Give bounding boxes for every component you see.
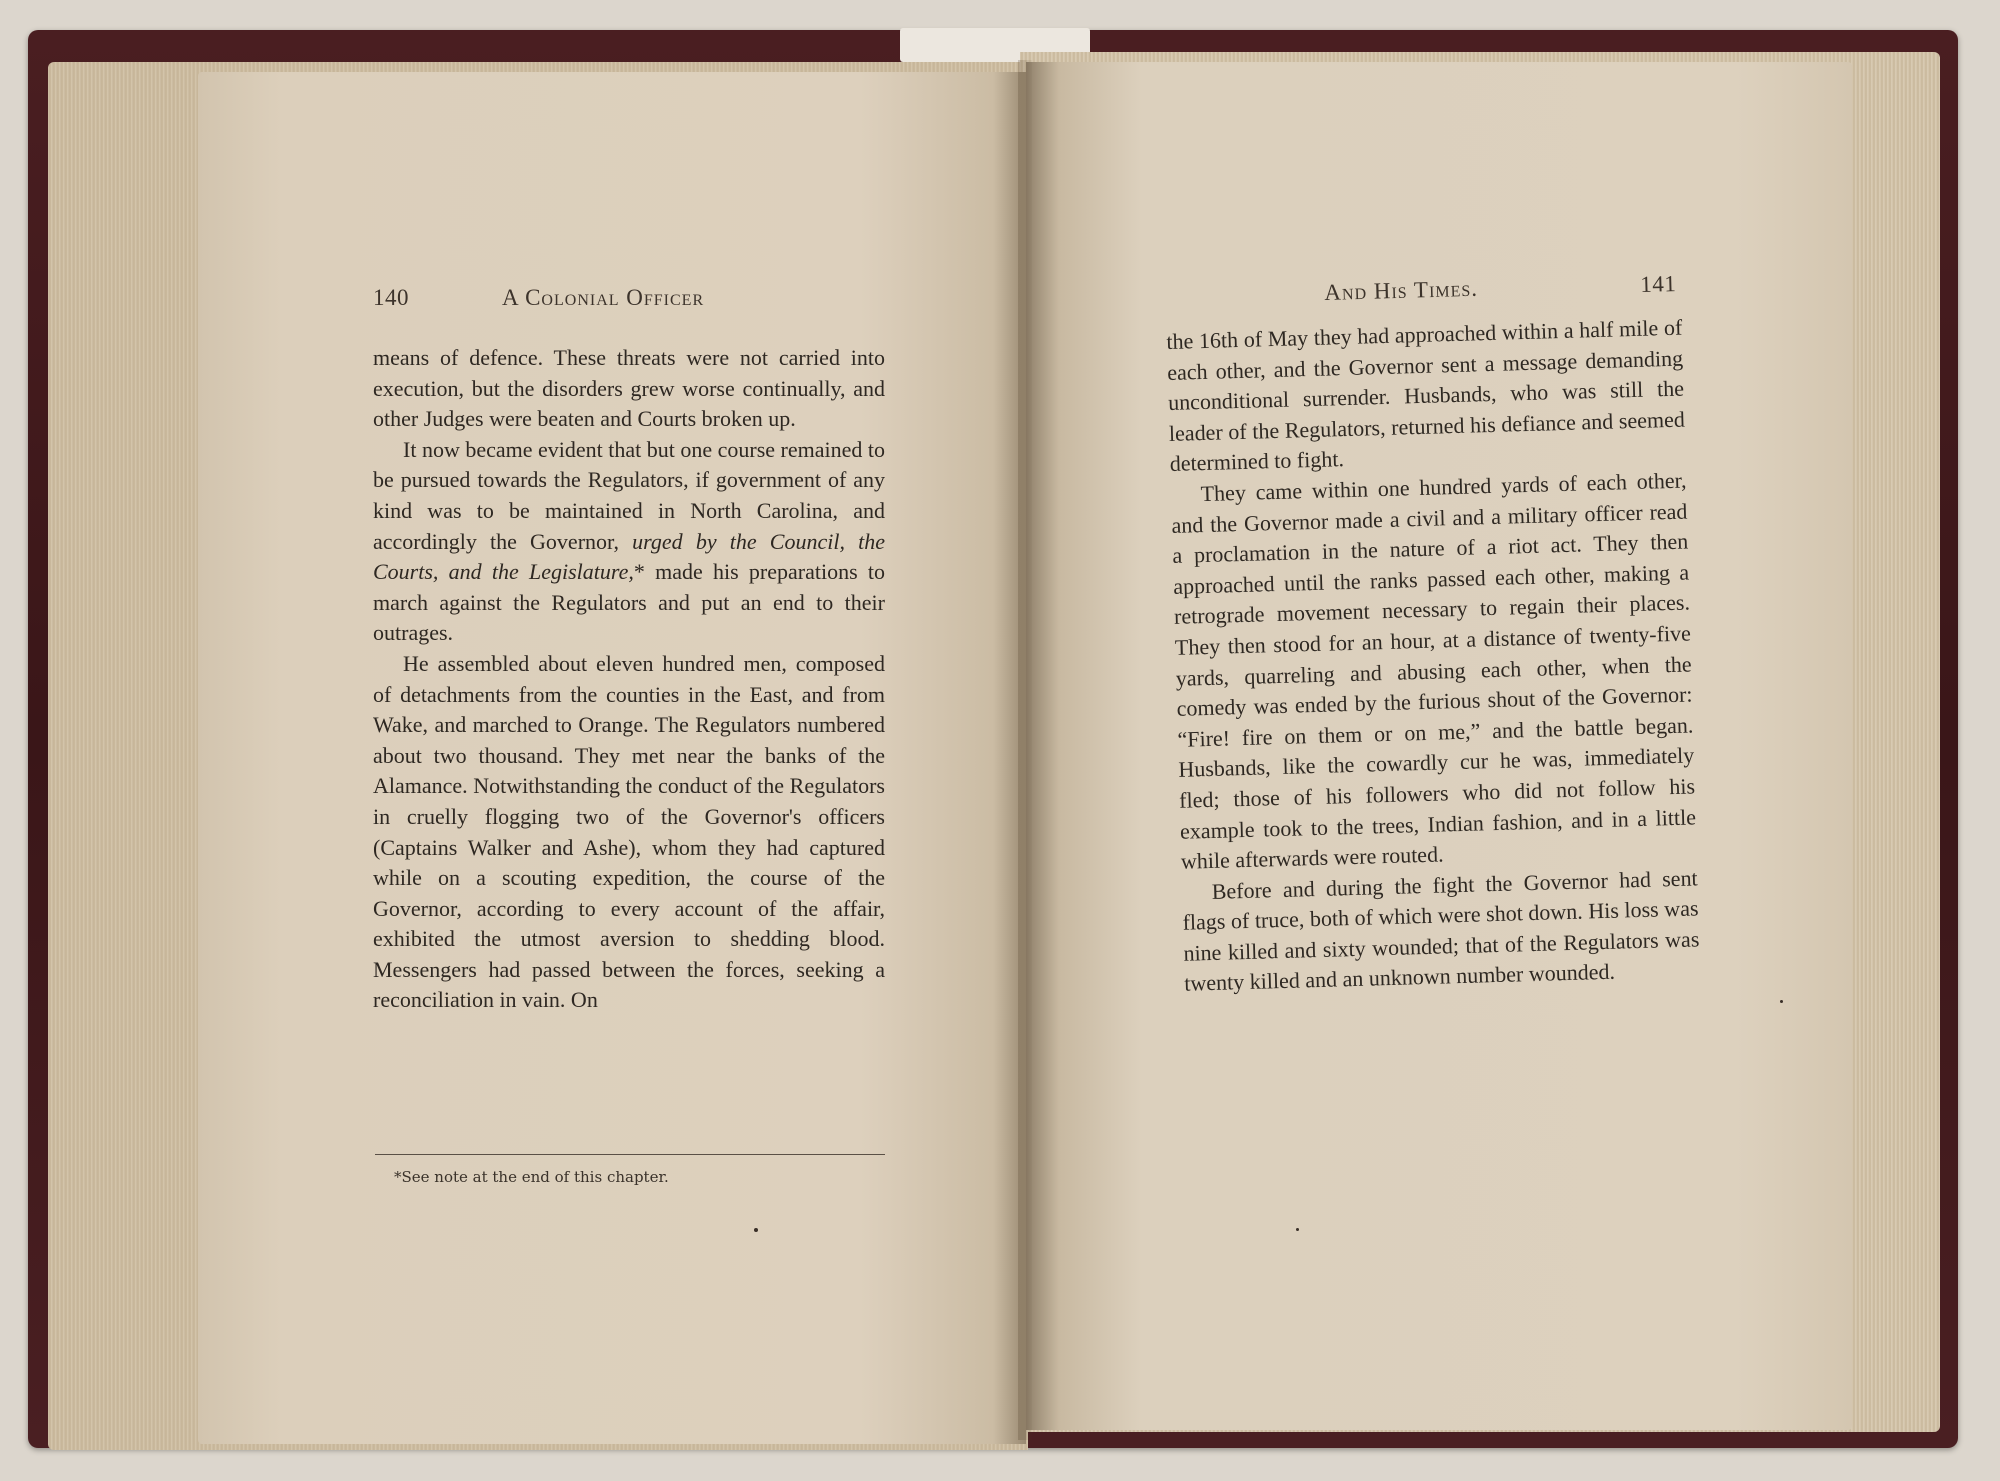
paper-speck <box>754 1228 758 1232</box>
left-paragraph-2 <box>373 435 885 649</box>
right-running-head: And His Times. <box>1324 275 1479 305</box>
left-paragraph-2-italic: urged by the Council, the Courts, and the Legislature, <box>373 528 885 585</box>
left-paragraph-1: means of defence. These threats were not carried into execution, but the disorders grew worse continually, and other Judges were beaten and Courts broken up. <box>373 345 885 432</box>
left-paragraph-2-text: It now became evident that but one course remained to be pursued towards the Regulators, if government of any kind was to be maintained in North Carolina, and accordingly the Governor, <box>373 436 885 554</box>
left-page-body <box>373 343 885 1016</box>
footnote: *See note at the end of this chapter. <box>394 1168 669 1186</box>
right-paragraph-2: They came within one hundred yards of each other, and the Governor made a civil and a military officer read a proclamation in the nature of a riot act. They then approached until the ranks passed each other, making a retrograde movement necessary to regain their places. They then stood for an hour, at a distance of twenty-five yards, quarreling and abusing each other, when the comedy was ended by the furious shout of the Governor: “Fire! fire on them or on me,” and the battle began. Husbands, like the cowardly cur he was, immediately fled; those of his followers who did not follow his example took to the trees, Indian fashion, and in a little while afterwards were routed. <box>1171 467 1697 874</box>
right-paragraph-3: Before and during the fight the Governor had sent flags of truce, both of which were shot down. His loss was nine killed and sixty wounded; that of the Regulators was twenty killed and an unknown number wounded. <box>1182 865 1700 997</box>
right-page-number: 141 <box>1640 270 1677 297</box>
paper-speck <box>1780 1000 1783 1003</box>
left-paragraph-2-rest: * made his preparations to march against the Regulators and put an end to their outrages. <box>373 559 885 646</box>
book-gutter <box>1018 60 1032 1440</box>
left-running-head: A Colonial Officer <box>502 285 705 310</box>
left-page-number: 140 <box>373 285 409 310</box>
right-paragraph-1: the 16th of May they had approached within a half mile of each other, and the Governor sent a message demanding unconditional surrender. Husbands, who was still the leader of the Regulators, returned his defiance and seemed determined to fight. <box>1166 314 1686 477</box>
paper-speck <box>1296 1228 1299 1231</box>
left-paragraph-3: He assembled about eleven hundred men, composed of detachments from the counties in the East, and from Wake, and marched to Orange. The Regulators numbered about two thousand. They met near the banks of the Alamance. Notwithstanding the conduct of the Regulators in cruelly flogging two of the Governor's officers (Captains Walker and Ashe), whom they had captured while on a scouting expedition, the course of the Governor, according to every account of the affair, exhibited the utmost aversion to shedding blood. Messengers had passed between the forces, seeking a reconciliation in vain. On <box>373 650 885 1013</box>
footnote-rule <box>375 1154 885 1155</box>
right-page-body <box>1166 313 1701 1000</box>
